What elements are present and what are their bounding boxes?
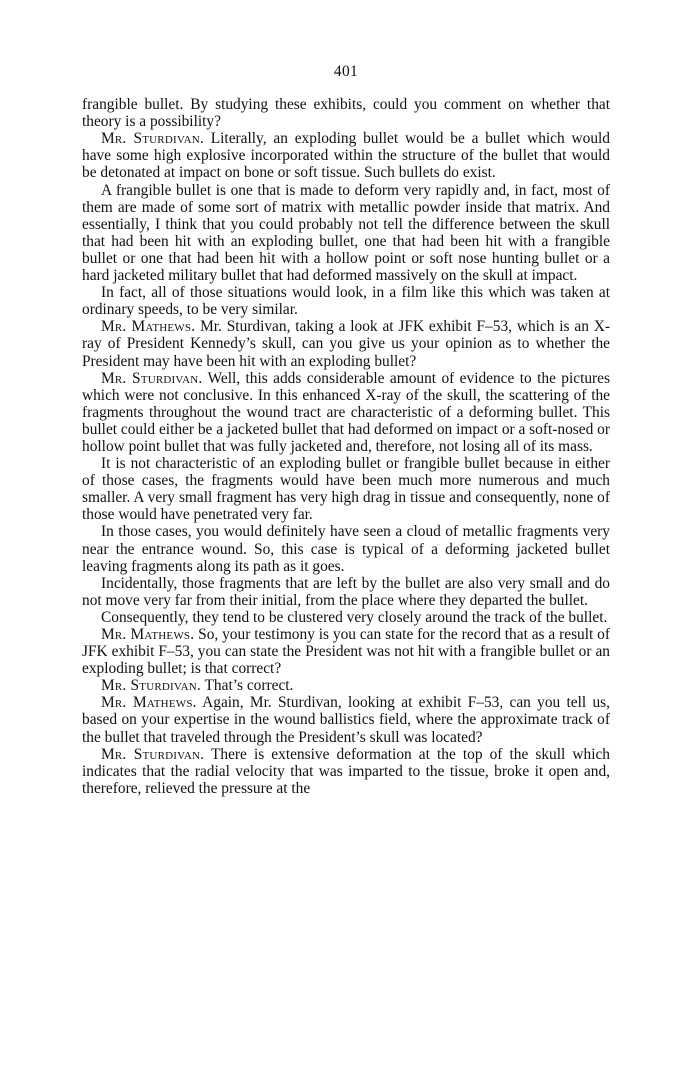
speaker-label: Mr. Mathews.	[101, 626, 195, 643]
paragraph-text: Literally, an exploding bullet would be a bullet which would have some high explosive incorporated within the structure of the bullet that would be detonated at impact on bone or soft tissue. Such bullets do exist.	[82, 130, 610, 182]
speaker-label: Mr. Sturdivan.	[101, 745, 205, 763]
speaker-label: Mr. Sturdivan.	[101, 677, 201, 695]
speaker-label: Mr. Sturdivan.	[101, 369, 203, 387]
paragraph-text: It is not characteristic of an exploding bullet or frangible bullet because in either of those cases, the fragments would have been much more numerous and much smaller. A very small fragment has very high drag in tissue and consequently, none of those would have penetrated very far.	[82, 455, 610, 524]
speaker-label: Mr. Sturdivan.	[101, 130, 204, 148]
paragraph-text: Incidentally, those fragments that are left by the bullet are also very small and do not move very far from their initial, from the place where they departed the bullet.	[82, 574, 610, 609]
paragraph	[82, 609, 610, 626]
paragraph-text: In those cases, you would definitely have seen a cloud of metallic fragments very near the entrance wound. So, this case is typical of a deforming jacketed bullet leaving fragments along its path as it goes.	[82, 523, 610, 575]
paragraph	[82, 523, 610, 574]
paragraph-text: So, your testimony is you can state for the record that as a result of JFK exhibit F–53, you can state the President was not hit with a frangible bullet or an exploding bullet; is that correct?	[82, 626, 610, 678]
paragraph-text: Consequently, they tend to be clustered very closely around the track of the bullet.	[101, 608, 608, 626]
paragraph	[82, 746, 610, 797]
paragraph-text: frangible bullet. By studying these exhibits, could you comment on whether that theory is a possibility?	[82, 96, 610, 131]
paragraph	[82, 96, 610, 130]
paragraph	[82, 182, 610, 285]
paragraph-text: A frangible bullet is one that is made to deform very rapidly and, in fact, most of them are made of some sort of matrix with metallic powder inside that matrix. And essentially, I think that you could probably not tell the difference between the skull that had been hit with an exploding bullet, one that had been hit with a frangible bullet or one that had been hit with a hollow point or soft nose hunting bullet or a hard jacketed military bullet that had deformed massively on the skull at impact.	[82, 181, 610, 285]
paragraph-text: Again, Mr. Sturdivan, looking at exhibit F–53, can you tell us, based on your expertise in the wound ballistics field, where the approximate track of the bullet that traveled through the President’s skull was located?	[82, 694, 610, 746]
document-page	[82, 63, 610, 797]
speaker-label: Mr. Mathews.	[101, 694, 197, 712]
paragraph	[82, 677, 610, 694]
paragraph	[82, 626, 610, 677]
paragraph-text: Mr. Sturdivan, taking a look at JFK exhibit F–53, which is an X-ray of President Kennedy’s skull, can you give us your opinion as to whether the President may have been hit with an exploding bullet?	[82, 318, 610, 370]
paragraph-text: Well, this adds considerable amount of evidence to the pictures which were not conclusive. In this enhanced X-ray of the skull, the scattering of the fragments throughout the wound tract are characteristic of a deforming bullet. This bullet could either be a jacketed bullet that had deformed on impact or a soft-nosed or hollow point bullet that was fully jacketed and, therefore, not losing all of its mass.	[82, 369, 611, 455]
speaker-label: Mr. Mathews.	[101, 318, 196, 336]
paragraph-text: That’s correct.	[200, 677, 294, 695]
paragraph	[82, 318, 610, 369]
paragraph	[82, 130, 610, 181]
paragraph	[82, 284, 610, 318]
paragraph-text: In fact, all of those situations would look, in a film like this which was taken at ordinary speeds, to be very similar.	[82, 284, 610, 319]
paragraph	[82, 575, 610, 609]
page-number: 401	[333, 63, 359, 80]
paragraph	[82, 370, 610, 455]
paragraph	[82, 694, 610, 745]
body-text	[82, 96, 610, 797]
paragraph-text: There is extensive deformation at the top of the skull which indicates that the radial velocity that was imparted to the tissue, broke it open and, therefore, relieved the pressure at the	[82, 745, 610, 797]
paragraph	[82, 455, 610, 523]
